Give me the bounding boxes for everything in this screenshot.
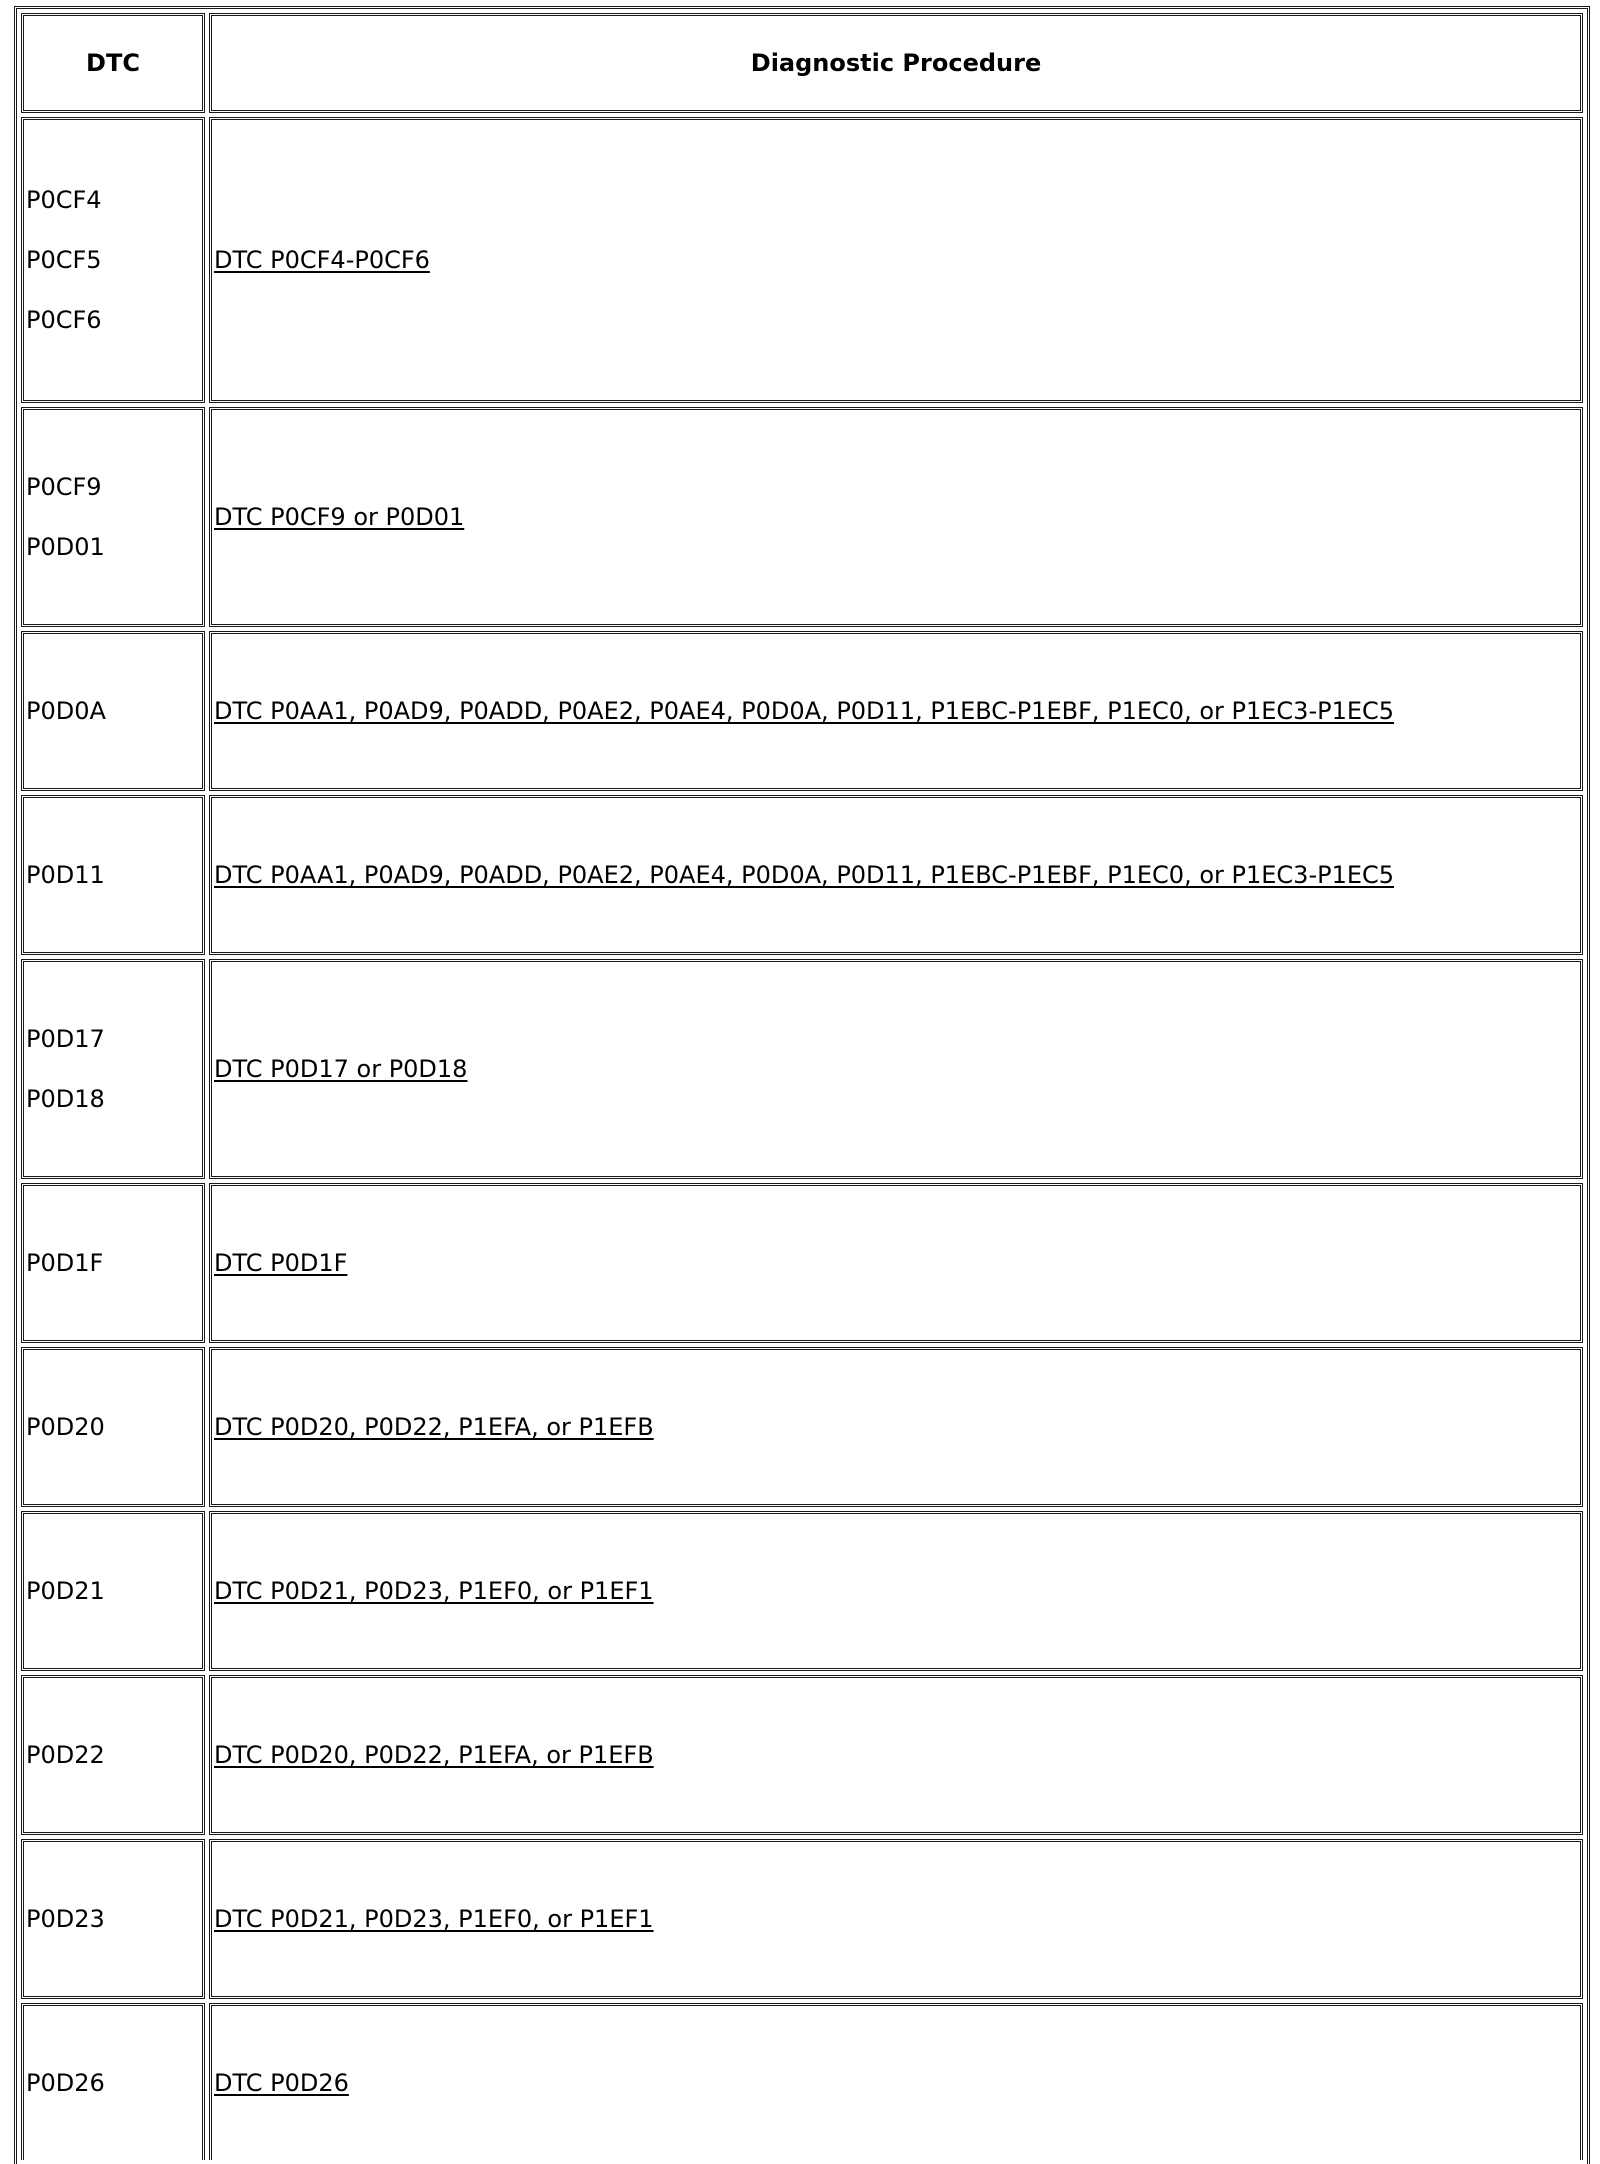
procedure-cell [209, 1347, 1583, 1507]
procedure-cell [209, 795, 1583, 955]
table-row [21, 631, 1583, 791]
dtc-code: P0D0A [26, 697, 106, 725]
table-row [21, 1839, 1583, 1999]
table-row [21, 795, 1583, 955]
table-row [21, 1511, 1583, 1671]
procedure-cell [209, 631, 1583, 791]
dtc-code: P0CF6 [26, 306, 102, 334]
dtc-codes-cell [21, 959, 205, 1179]
dtc-code: P0D1F [26, 1249, 104, 1277]
procedure-link[interactable]: DTC P0D26 [214, 2069, 349, 2097]
dtc-code: P0D01 [26, 533, 105, 561]
dtc-code: P0D26 [26, 2069, 105, 2097]
dtc-codes-cell [21, 1183, 205, 1343]
dtc-codes-cell [21, 1347, 205, 1507]
dtc-code: P0D22 [26, 1741, 105, 1769]
procedure-cell [209, 407, 1583, 627]
dtc-code: P0CF9 [26, 473, 102, 501]
dtc-code: P0CF5 [26, 246, 102, 274]
dtc-code: P0D11 [26, 861, 105, 889]
procedure-cell [209, 1675, 1583, 1835]
procedure-cell [209, 2003, 1583, 2160]
table-row [21, 1675, 1583, 1835]
dtc-code: P0D21 [26, 1577, 105, 1605]
table-row [21, 2003, 1583, 2160]
dtc-table [14, 6, 1590, 2164]
procedure-link[interactable]: DTC P0D1F [214, 1249, 348, 1277]
table-row [21, 1183, 1583, 1343]
dtc-code: P0CF4 [26, 186, 102, 214]
dtc-codes-cell [21, 795, 205, 955]
table-row [21, 117, 1583, 403]
procedure-cell [209, 1511, 1583, 1671]
dtc-code: P0D18 [26, 1085, 105, 1113]
dtc-codes-cell [21, 1511, 205, 1671]
procedure-link[interactable]: DTC P0D20, P0D22, P1EFA, or P1EFB [214, 1741, 654, 1769]
procedure-link[interactable]: DTC P0AA1, P0AD9, P0ADD, P0AE2, P0AE4, P0D0A, P0D11, P1EBC-P1EBF, P1EC0, or P1EC3-P1EC5 [214, 861, 1395, 889]
header-row [21, 13, 1583, 113]
header-diagnostic-procedure: Diagnostic Procedure [209, 13, 1583, 113]
dtc-code: P0D23 [26, 1905, 105, 1933]
procedure-link[interactable]: DTC P0D21, P0D23, P1EF0, or P1EF1 [214, 1905, 654, 1933]
procedure-link[interactable]: DTC P0CF9 or P0D01 [214, 503, 465, 531]
procedure-link[interactable]: DTC P0CF4-P0CF6 [214, 246, 430, 274]
table-row [21, 959, 1583, 1179]
dtc-codes-cell [21, 2003, 205, 2160]
procedure-link[interactable]: DTC P0D20, P0D22, P1EFA, or P1EFB [214, 1413, 654, 1441]
table-row [21, 1347, 1583, 1507]
procedure-cell [209, 1839, 1583, 1999]
procedure-cell [209, 117, 1583, 403]
dtc-codes-cell [21, 631, 205, 791]
dtc-code: P0D17 [26, 1025, 105, 1053]
dtc-codes-cell [21, 1839, 205, 1999]
procedure-cell [209, 959, 1583, 1179]
dtc-codes-cell [21, 407, 205, 627]
procedure-link[interactable]: DTC P0D17 or P0D18 [214, 1055, 468, 1083]
procedure-link[interactable]: DTC P0AA1, P0AD9, P0ADD, P0AE2, P0AE4, P0D0A, P0D11, P1EBC-P1EBF, P1EC0, or P1EC3-P1EC5 [214, 697, 1395, 725]
dtc-codes-cell [21, 1675, 205, 1835]
procedure-link[interactable]: DTC P0D21, P0D23, P1EF0, or P1EF1 [214, 1577, 654, 1605]
procedure-cell [209, 1183, 1583, 1343]
table-row [21, 407, 1583, 627]
header-dtc: DTC [21, 13, 205, 113]
dtc-codes-cell [21, 117, 205, 403]
dtc-code: P0D20 [26, 1413, 105, 1441]
